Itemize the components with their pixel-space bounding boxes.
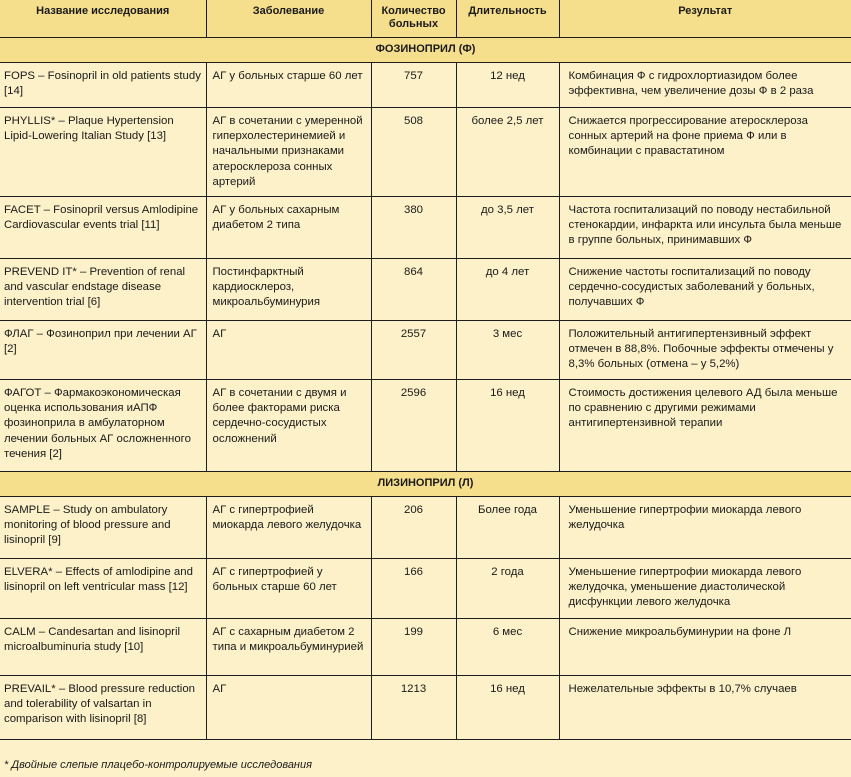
table-row — [0, 618, 851, 675]
result: Стоимость достижения целевого АД была меньше по сравнению с другими режимами антигипертензивной терапии — [559, 379, 851, 471]
result: Снижение микроальбуминурии на фоне Л — [559, 618, 851, 675]
result: Снижение частоты госпитализаций по поводу сердечно-сосудистых заболеваний у больных, получавших Ф — [559, 258, 851, 320]
header-duration: Длительность — [456, 0, 559, 37]
disease: АГ — [206, 675, 371, 739]
patient-count: 757 — [371, 62, 456, 107]
study-name: SAMPLE – Study on ambulatory monitoring of blood pressure and lisinopril [9] — [0, 496, 206, 558]
disease: АГ у больных сахарным диабетом 2 типа — [206, 196, 371, 258]
patient-count: 508 — [371, 107, 456, 196]
table-row — [0, 379, 851, 471]
patient-count: 2596 — [371, 379, 456, 471]
study-name: PREVEND IT* – Prevention of renal and vascular endstage disease intervention trial [6] — [0, 258, 206, 320]
disease: АГ у больных старше 60 лет — [206, 62, 371, 107]
patient-count: 380 — [371, 196, 456, 258]
disease: АГ с гипертрофией миокарда левого желудочка — [206, 496, 371, 558]
header-patient-count: Количество больных — [371, 0, 456, 37]
study-name: PHYLLIS* – Plaque Hypertension Lipid-Lowering Italian Study [13] — [0, 107, 206, 196]
disease: АГ в сочетании с умеренной гиперхолестеринемией и начальными признаками атеросклероза сонных артерий — [206, 107, 371, 196]
patient-count: 1213 — [371, 675, 456, 739]
study-name: ELVERA* – Effects of amlodipine and lisinopril on left ventricular mass [12] — [0, 558, 206, 618]
header-study-name: Название исследования — [0, 0, 206, 37]
duration: 2 года — [456, 558, 559, 618]
study-name: PREVAIL* – Blood pressure reduction and tolerability of valsartan in comparison with lisinopril [8] — [0, 675, 206, 739]
duration: до 3,5 лет — [456, 196, 559, 258]
table-row — [0, 496, 851, 558]
disease: АГ с гипертрофией у больных старше 60 лет — [206, 558, 371, 618]
result: Уменьшение гипертрофии миокарда левого желудочка, уменьшение диастолической дисфункции левого желудочка — [559, 558, 851, 618]
study-name: CALM – Candesartan and lisinopril microalbuminuria study [10] — [0, 618, 206, 675]
patient-count: 864 — [371, 258, 456, 320]
duration: 12 нед — [456, 62, 559, 107]
duration: 16 нед — [456, 379, 559, 471]
duration: Более года — [456, 496, 559, 558]
study-name: FOPS – Fosinopril in old patients study [14] — [0, 62, 206, 107]
table-row — [0, 258, 851, 320]
result: Нежелательные эффекты в 10,7% случаев — [559, 675, 851, 739]
group-row-lisinopril — [0, 471, 851, 496]
result: Частота госпитализаций по поводу нестабильной стенокардии, инфаркта или инсульта была меньше в группе больных, принимавших Ф — [559, 196, 851, 258]
table-row — [0, 558, 851, 618]
duration: 3 мес — [456, 320, 559, 379]
study-name: ФЛАГ – Фозиноприл при лечении АГ [2] — [0, 320, 206, 379]
header-result: Результат — [559, 0, 851, 37]
disease: АГ в сочетании с двумя и более факторами риска сердечно-сосудистых осложнений — [206, 379, 371, 471]
footnote: * Двойные слепые плацебо-контролируемые исследования — [4, 759, 312, 771]
group-row-fosinopril — [0, 37, 851, 62]
patient-count: 199 — [371, 618, 456, 675]
duration: 16 нед — [456, 675, 559, 739]
header-disease: Заболевание — [206, 0, 371, 37]
result: Комбинация Ф с гидрохлортиазидом более эффективна, чем увеличение дозы Ф в 2 раза — [559, 62, 851, 107]
table-row — [0, 62, 851, 107]
table-header-row — [0, 0, 851, 37]
study-name: ФАГОТ – Фармакоэкономическая оценка использования иАПФ фозиноприла в амбулаторном лечении больных АГ осложненного течения [2] — [0, 379, 206, 471]
disease: АГ — [206, 320, 371, 379]
duration: до 4 лет — [456, 258, 559, 320]
patient-count: 206 — [371, 496, 456, 558]
result: Снижается прогрессирование атеросклероза сонных артерий на фоне приема Ф или в комбинации с правастатином — [559, 107, 851, 196]
disease: АГ с сахарным диабетом 2 типа и микроальбуминурией — [206, 618, 371, 675]
table-row — [0, 675, 851, 739]
group-title: ЛИЗИНОПРИЛ (Л) — [0, 471, 851, 496]
patient-count: 166 — [371, 558, 456, 618]
group-title: ФОЗИНОПРИЛ (Ф) — [0, 37, 851, 62]
result: Уменьшение гипертрофии миокарда левого желудочка — [559, 496, 851, 558]
study-name: FACET – Fosinopril versus Amlodipine Cardiovascular events trial [11] — [0, 196, 206, 258]
table-row — [0, 107, 851, 196]
disease: Постинфарктный кардиосклероз, микроальбуминурия — [206, 258, 371, 320]
result: Положительный антигипертензивный эффект отмечен в 88,8%. Побочные эффекты отмечены у 8,3% больных (отмена – у 5,2%) — [559, 320, 851, 379]
patient-count: 2557 — [371, 320, 456, 379]
duration: 6 мес — [456, 618, 559, 675]
table-row — [0, 320, 851, 379]
duration: более 2,5 лет — [456, 107, 559, 196]
table-row — [0, 196, 851, 258]
